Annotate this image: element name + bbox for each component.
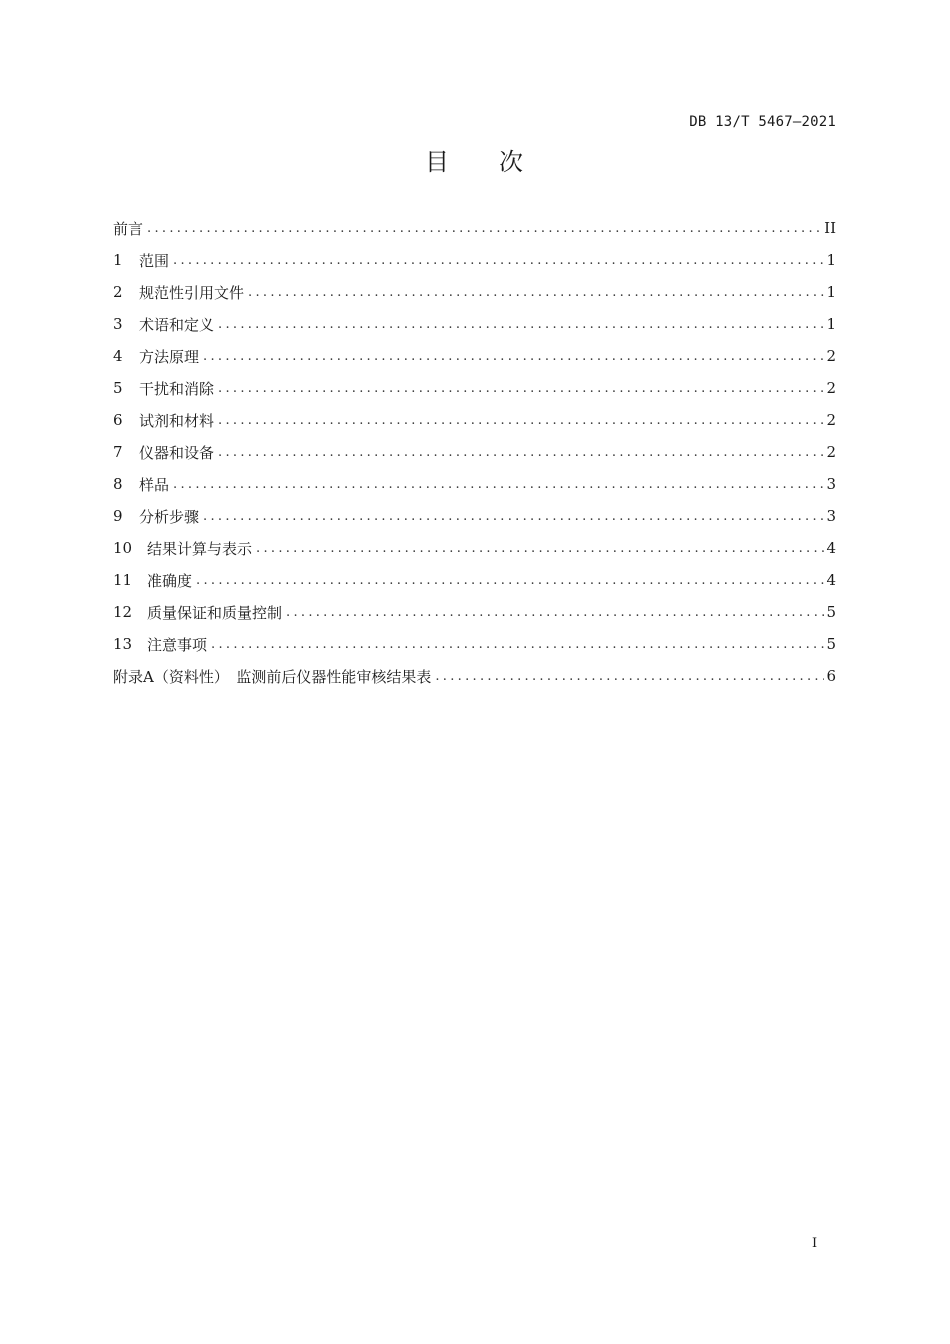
title-char-2: 次 [499, 148, 525, 176]
toc-entry-8[interactable] [113, 468, 836, 500]
toc-entry-label: 干扰和消除 [139, 379, 215, 398]
toc-entry-page: 2 [826, 347, 836, 365]
toc-entry-label: 前言 [113, 219, 144, 238]
toc-entry-1[interactable] [113, 244, 836, 276]
toc-entry-4[interactable] [113, 340, 836, 372]
toc-entry-page: 5 [826, 603, 836, 621]
toc-entry-13[interactable] [113, 628, 836, 660]
toc-entry-number: 13 [113, 635, 133, 653]
toc-entry-foreword[interactable] [113, 212, 836, 244]
toc-entry-10[interactable] [113, 532, 836, 564]
toc-leader-dots [248, 285, 824, 300]
toc-leader-dots [435, 669, 824, 684]
toc-entry-appendix-a[interactable] [113, 660, 836, 692]
toc-leader-dots [203, 349, 824, 364]
toc-entry-label: 样品 [139, 475, 170, 494]
toc-entry-page: 3 [826, 507, 836, 525]
toc-entry-number: 9 [113, 507, 123, 525]
toc-leader-dots [218, 381, 824, 396]
toc-entry-12[interactable] [113, 596, 836, 628]
table-of-contents [113, 212, 836, 692]
toc-entry-page: 5 [826, 635, 836, 653]
standard-number: DB 13/T 5467—2021 [689, 114, 836, 130]
toc-entry-number: 10 [113, 539, 133, 557]
toc-entry-label: 附录A（资料性） 监测前后仪器性能审核结果表 [113, 667, 432, 686]
toc-entry-label: 范围 [139, 251, 170, 270]
toc-entry-label: 注意事项 [147, 635, 208, 654]
toc-leader-dots [173, 477, 824, 492]
toc-entry-3[interactable] [113, 308, 836, 340]
toc-leader-dots [218, 317, 824, 332]
toc-entry-number: 3 [113, 315, 123, 333]
toc-entry-number: 5 [113, 379, 123, 397]
toc-entry-number: 8 [113, 475, 123, 493]
toc-leader-dots [173, 253, 824, 268]
toc-entry-number: 6 [113, 411, 123, 429]
toc-entry-number: 4 [113, 347, 123, 365]
toc-entry-label: 术语和定义 [139, 315, 215, 334]
toc-entry-page: 1 [826, 283, 836, 301]
toc-entry-number: 12 [113, 603, 133, 621]
toc-entry-page: 2 [826, 443, 836, 461]
toc-entry-9[interactable] [113, 500, 836, 532]
toc-leader-dots [286, 605, 824, 620]
toc-entry-page: 4 [826, 571, 836, 589]
toc-entry-number: 2 [113, 283, 123, 301]
toc-entry-page: 6 [826, 667, 836, 685]
toc-entry-6[interactable] [113, 404, 836, 436]
toc-entry-page: 2 [826, 379, 836, 397]
toc-entry-label: 规范性引用文件 [139, 283, 245, 302]
page-number: I [812, 1236, 818, 1251]
page-title [0, 142, 950, 177]
toc-leader-dots [147, 221, 822, 236]
toc-entry-page: 1 [826, 315, 836, 333]
toc-leader-dots [256, 541, 824, 556]
toc-leader-dots [203, 509, 824, 524]
toc-entry-7[interactable] [113, 436, 836, 468]
toc-entry-page: 3 [826, 475, 836, 493]
title-char-1: 目 [425, 148, 451, 176]
toc-entry-page: 4 [826, 539, 836, 557]
toc-entry-label: 试剂和材料 [139, 411, 215, 430]
toc-entry-label: 准确度 [147, 571, 193, 590]
toc-entry-5[interactable] [113, 372, 836, 404]
toc-entry-page: II [824, 219, 836, 237]
toc-entry-page: 2 [826, 411, 836, 429]
toc-leader-dots [218, 413, 824, 428]
toc-entry-label: 方法原理 [139, 347, 200, 366]
toc-entry-number: 7 [113, 443, 123, 461]
toc-leader-dots [211, 637, 824, 652]
toc-entry-2[interactable] [113, 276, 836, 308]
toc-entry-label: 分析步骤 [139, 507, 200, 526]
toc-entry-page: 1 [826, 251, 836, 269]
toc-entry-label: 仪器和设备 [139, 443, 215, 462]
toc-entry-number: 1 [113, 251, 123, 269]
toc-entry-label: 结果计算与表示 [147, 539, 253, 558]
toc-entry-11[interactable] [113, 564, 836, 596]
toc-entry-label: 质量保证和质量控制 [147, 603, 283, 622]
toc-leader-dots [218, 445, 824, 460]
toc-entry-number: 11 [113, 571, 133, 589]
toc-leader-dots [196, 573, 824, 588]
